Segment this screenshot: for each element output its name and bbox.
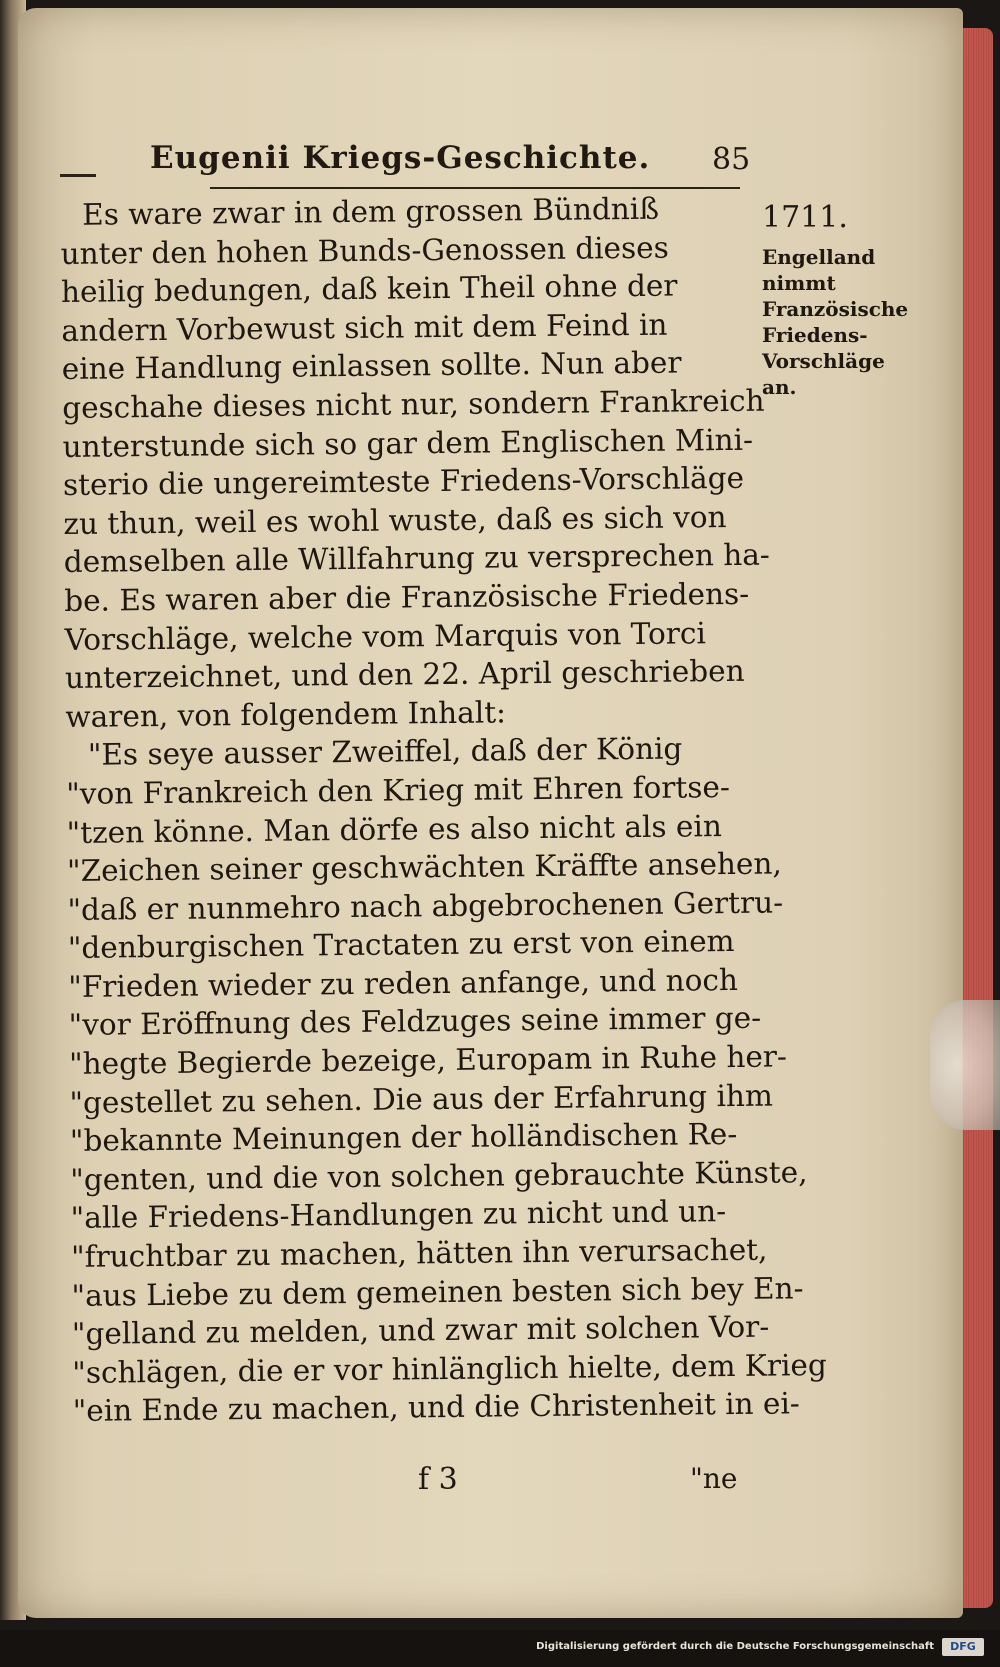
red-page-edges	[963, 28, 993, 1608]
text-line: "ein Ende zu machen, und die Christenheit in ei-	[72, 1386, 800, 1429]
footer-credit: Digitalisierung gefördert durch die Deutsche Forschungsgemeinschaft	[536, 1641, 934, 1652]
text-line: "daß er nunmehro nach abgebrochenen Gertru-	[67, 885, 784, 927]
header-dash	[60, 174, 96, 177]
running-title: Eugenii Kriegs-Geschichte.	[150, 140, 651, 176]
page-number: 85	[712, 142, 751, 177]
text-line: eine Handlung einlassen sollte. Nun aber	[61, 345, 682, 387]
text-line: andern Vorbewust sich mit dem Feind in	[61, 307, 668, 348]
margin-line: Vorschläge	[762, 349, 885, 373]
catchword: "ne	[690, 1462, 738, 1495]
margin-line: Französische	[762, 297, 909, 321]
text-line: "Es seye ausser Zweiffel, daß der König	[87, 731, 683, 773]
text-line: "denburgischen Tractaten zu erst von einem	[67, 924, 735, 966]
text-line: "alle Friedens-Handlungen zu nicht und un-	[70, 1194, 727, 1236]
thumb-clip	[930, 1000, 1000, 1130]
text-line: Es ware zwar in dem grossen Bündniß	[82, 191, 660, 232]
margin-line: nimmt	[762, 271, 836, 295]
text-line: "aus Liebe zu dem gemeinen besten sich bey En-	[71, 1270, 804, 1313]
text-line: "gelland zu melden, und zwar mit solchen Vor-	[71, 1309, 770, 1352]
signature-mark: f 3	[418, 1462, 458, 1497]
text-line: waren, von folgendem Inhalt:	[65, 695, 507, 734]
text-line: "gestellet zu sehen. Die aus der Erfahrung ihm	[69, 1078, 774, 1120]
text-line: sterio die ungereimteste Friedens-Vorschläge	[62, 461, 745, 503]
text-line: unter den hohen Bunds-Genossen dieses	[60, 230, 669, 271]
text-line: unterzeichnet, und den 22. April geschrieben	[64, 653, 745, 696]
text-line: "schlägen, die er vor hinlänglich hielte, dem Krieg	[72, 1347, 827, 1390]
text-line: "vor Eröffnung des Feldzuges seine immer ge-	[68, 1001, 762, 1043]
header-rule	[210, 187, 740, 189]
margin-line: Friedens-	[762, 323, 868, 347]
text-line: "von Frankreich den Krieg mit Ehren fortse-	[66, 769, 731, 811]
text-line: "genten, und die von solchen gebrauchte Künste,	[70, 1155, 808, 1197]
text-line: Vorschläge, welche vom Marquis von Torci	[64, 615, 707, 657]
footer-bar	[0, 1630, 1000, 1667]
text-line: "tzen könne. Man dörfe es also nicht als ein	[66, 808, 723, 850]
text-line: zu thun, weil es wohl wuste, daß es sich von	[63, 499, 727, 541]
text-line: "bekannte Meinungen der holländischen Re-	[69, 1117, 738, 1159]
margin-line: an.	[762, 375, 797, 399]
text-line: "fruchtbar zu machen, hätten ihn verursachet,	[70, 1232, 768, 1274]
running-header	[60, 140, 750, 186]
margin-year: 1711.	[762, 200, 848, 235]
marginal-note	[762, 198, 909, 400]
text-line: heilig bedungen, daß kein Theil ohne der	[60, 268, 678, 310]
text-line: demselben alle Willfahrung zu versprechen ha-	[63, 537, 770, 580]
text-line: unterstunde sich so gar dem Englischen Mini-	[62, 422, 754, 464]
text-line: "Zeichen seiner geschwächten Kräffte ansehen,	[66, 846, 782, 889]
text-line: be. Es waren aber die Französische Friedens-	[64, 576, 750, 618]
text-line: geschahe dieses nicht nur, sondern Frankreich	[62, 383, 765, 425]
text-line: "hegte Begierde bezeige, Europam in Ruhe her-	[68, 1039, 788, 1082]
dfg-logo: DFG	[942, 1638, 984, 1656]
text-line: "Frieden wieder zu reden anfange, und noch	[68, 962, 739, 1004]
margin-line: Engelland	[762, 245, 876, 269]
